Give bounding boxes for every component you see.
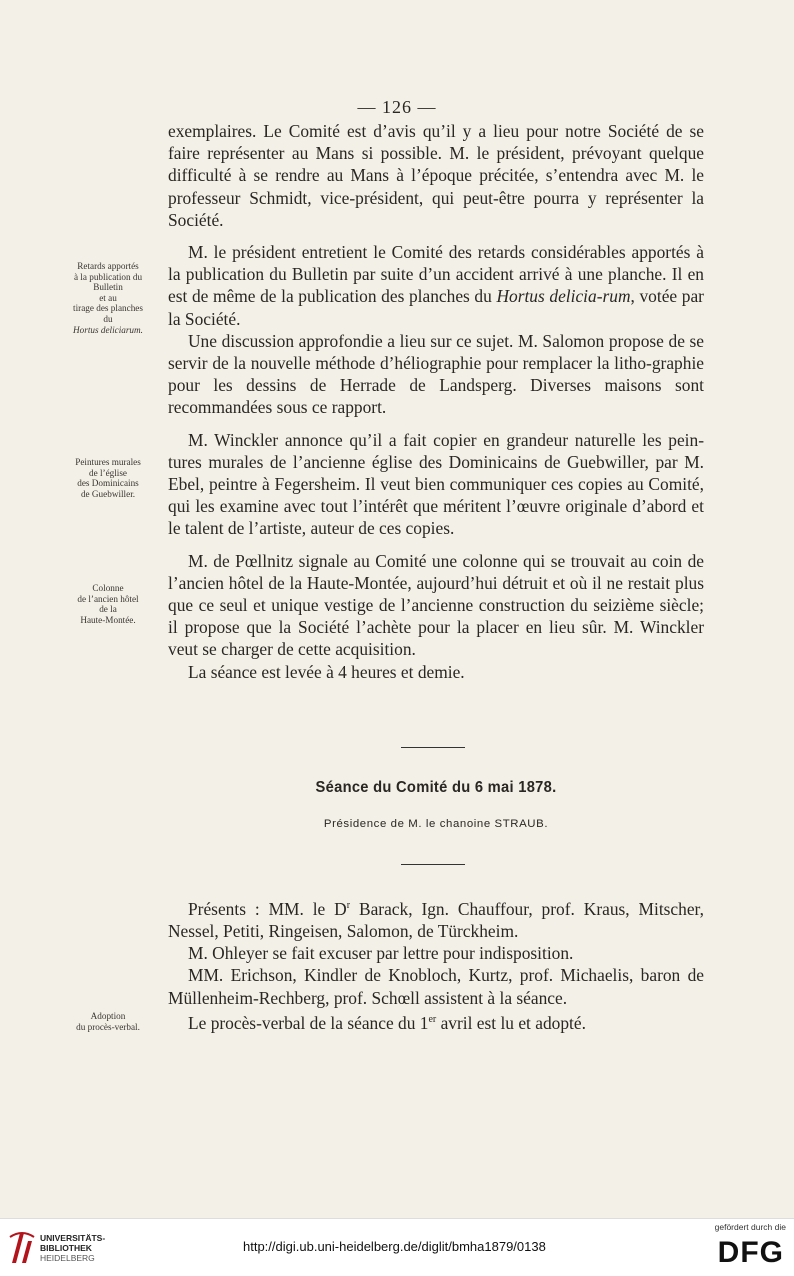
- main-text-block: [168, 120, 704, 683]
- dfg-logo: DFG: [717, 1236, 784, 1269]
- funded-by-label: gefördert durch die: [714, 1222, 786, 1232]
- university-name: UNIVERSITÄTS- BIBLIOTHEK HEIDELBERG: [40, 1233, 106, 1263]
- presidency-line: Présidence de M. le chanoine STRAUB.: [323, 818, 549, 830]
- margin-note-colonne: Colonne de l’ancien hôtel de la Haute-Montée.: [77, 583, 139, 625]
- paragraph: M. Winckler annonce qu’il a fait copier en grandeur naturelle les pein-tures murales de l’ancienne église des Dominicains de Guebwiller, par M. Ebel, peintre à Fegersheim. Il veut bien communiquer ces copies au Comité, qui les examine avec tout l’intérêt que méritent l’œuvre originale d’abord et le talent de l’artiste, auteur de ces copies.: [168, 429, 704, 539]
- separator-rule-top: [401, 747, 465, 748]
- margin-note-peintures: Peintures murales de l’église des Dominicains de Guebwiller.: [75, 457, 141, 499]
- paragraph: MM. Erichson, Kindler de Knobloch, Kurtz, prof. Michaelis, baron de Müllenheim-Rechberg, prof. Schœll assistent à la séance.: [168, 965, 704, 1008]
- digital-url-link[interactable]: http://digi.ub.uni-heidelberg.de/diglit/bmha1879/0138: [243, 1239, 546, 1254]
- paragraph: M. Ohleyer se fait excuser par lettre pour indisposition.: [188, 943, 574, 964]
- paragraph: Une discussion approfondie a lieu sur ce sujet. M. Salomon propose de se servir de la nouvelle méthode d’héliographie pour remplacer la litho-graphie pour les dessins de Herrade de Landsperg. Diverses maisons sont recommandées sous ce rapport.: [168, 330, 704, 418]
- paragraph: La séance est levée à 4 heures et demie.: [188, 661, 465, 682]
- page-number: — 126 —: [357, 97, 437, 117]
- paragraph: M. de Pœllnitz signale au Comité une colonne qui se trouvait au coin de l’ancien hôtel de la Haute-Montée, aujourd’hui détruit et où il ne restait plus que ce seul et unique vestige de l’ancienne construction du seizième siècle; il propose que la Société l’achète pour la placer en lieu sûr. M. Winckler veut se charger de cette acquisition.: [168, 550, 704, 660]
- margin-note-retards: Retards apportés à la publication du Bulletin et au tirage des planches du Hortus deliciarum.: [73, 261, 143, 335]
- university-logo-icon: [8, 1229, 36, 1265]
- footer-bar: [0, 1218, 794, 1276]
- paragraph: M. le président entretient le Comité des retards considérables apportés à la publication du Bulletin par suite d’un accident arrivé à une planche. Il en est de même de la publication des planches du Hortus delicia-rum, votée par la Société.: [168, 242, 704, 329]
- section-title: Séance du Comité du 6 mai 1878.: [315, 779, 557, 796]
- paragraph: exemplaires. Le Comité est d’avis qu’il y a lieu pour notre Société de se faire représenter au Mans si possible. M. le président, prévoyant quelque difficulté à se rendre au Mans à l’époque précitée, s’entendra avec M. le professeur Schmidt, vice-président, qui peut-être pourra y représenter la Société.: [168, 121, 704, 230]
- separator-rule-bottom: [401, 864, 465, 865]
- paragraph: Présents : MM. le $D^r$ Barack, Ign. Chauffour, prof. Kraus, Mitscher, Nessel, Petiti, Ringeisen, Salomon, de Türckheim.: [168, 898, 704, 941]
- paragraph: Le procès-verbal de la séance du 1er avril est lu et adopté.: [188, 1012, 586, 1033]
- main-text-block-2: [168, 895, 704, 1034]
- margin-note-adoption: Adoption du procès-verbal.: [76, 1011, 140, 1032]
